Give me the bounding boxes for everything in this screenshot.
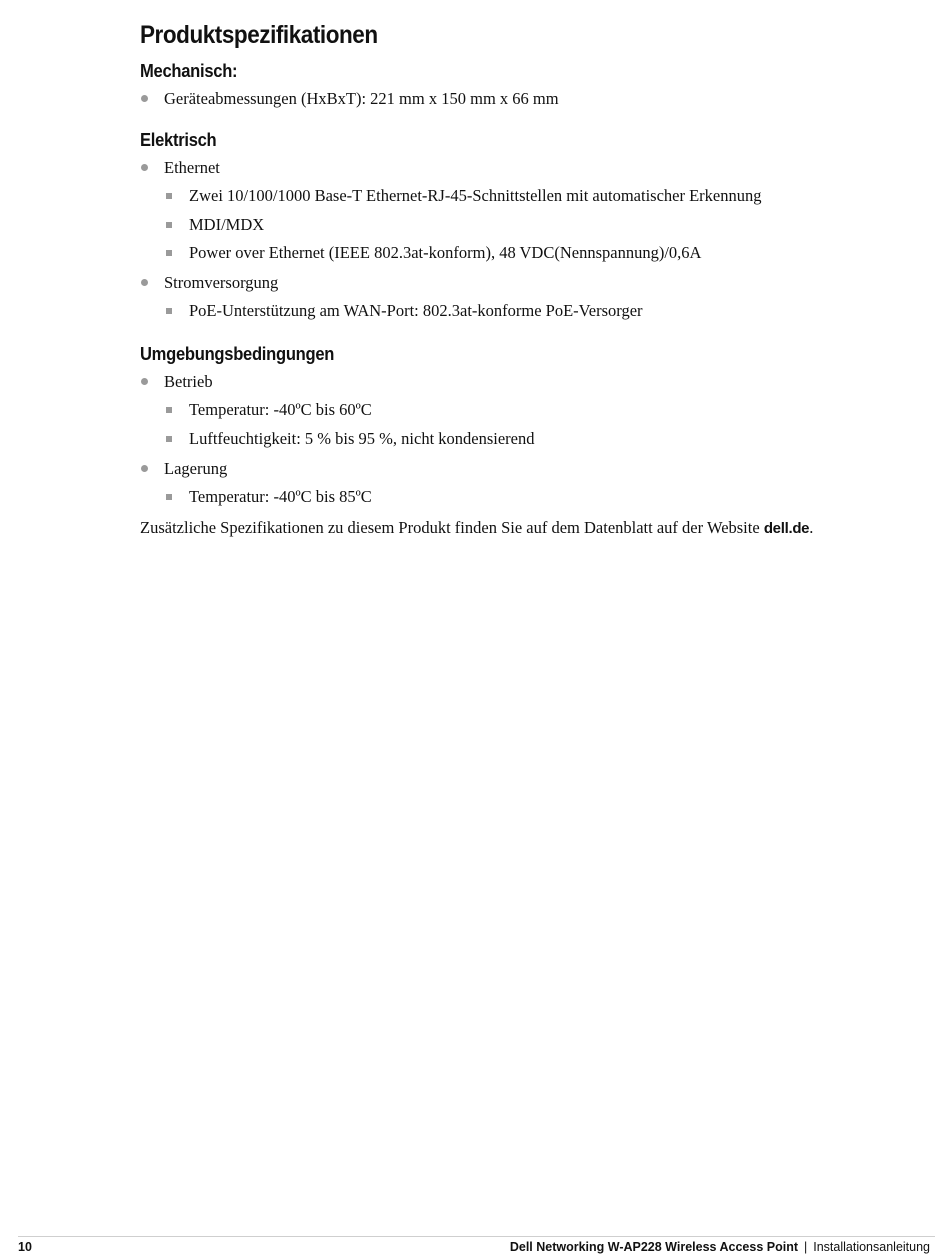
list-item-operation: Betrieb Temperatur: -40ºC bis 60ºC Luftfeuchtigkeit: 5 % bis 95 %, nicht kondensierend [140,367,920,453]
electrical-list [140,153,920,325]
page-number: 10 [18,1240,32,1254]
page-content [140,18,920,542]
bullet-icon [141,378,148,385]
page-title: Produktspezifikationen [140,21,378,49]
sub-list-item: Temperatur: -40ºC bis 60ºC [140,396,920,425]
list-item-ethernet: Ethernet Zwei 10/100/1000 Base-T Ethernet-RJ-45-Schnittstellen mit automatischer Erkennung MDI/MDX Power over Ethernet (IEEE 802.3at-konform), 48 VDC(Nennspannung)/0,6A [140,153,920,268]
sub-list-item: Zwei 10/100/1000 Base-T Ethernet-RJ-45-Schnittstellen mit automatischer Erkennung [140,182,920,211]
sub-list-item: Luftfeuchtigkeit: 5 % bis 95 %, nicht kondensierend [140,425,920,454]
footer-doc-type: Installationsanleitung [813,1240,930,1254]
sub-list-item: Power over Ethernet (IEEE 802.3at-konform), 48 VDC(Nennspannung)/0,6A [140,239,920,268]
list-item: Geräteabmessungen (HxBxT): 221 mm x 150 mm x 66 mm [140,84,920,113]
footer-product: Dell Networking W-AP228 Wireless Access Point [509,1240,798,1254]
square-bullet-icon [166,494,172,500]
sub-list-item: PoE-Unterstützung am WAN-Port: 802.3at-konforme PoE-Versorger [140,297,920,326]
section-heading-environment: Umgebungsbedingungen [140,344,335,365]
footer-title [510,1240,930,1254]
section-heading-electrical: Elektrisch [140,130,217,150]
bullet-icon [141,279,148,286]
footer-separator: | [804,1240,808,1254]
list-item-power: Stromversorgung PoE-Unterstützung am WAN-Port: 802.3at-konforme PoE-Versorger [140,268,920,326]
sub-list-item: MDI/MDX [140,211,920,240]
list-item-storage: Lagerung Temperatur: -40ºC bis 85ºC [140,454,920,512]
square-bullet-icon [166,250,172,256]
square-bullet-icon [166,222,172,228]
square-bullet-icon [166,193,172,199]
bullet-icon [141,465,148,472]
square-bullet-icon [166,436,172,442]
bullet-icon [141,164,148,171]
bullet-icon [141,95,148,102]
square-bullet-icon [166,407,172,413]
website-link[interactable]: dell.de [763,520,810,538]
mechanical-list [140,84,920,113]
environment-list [140,367,920,511]
section-heading-mechanical: Mechanisch: [140,61,238,81]
square-bullet-icon [166,308,172,314]
closing-paragraph: Zusätzliche Spezifikationen zu diesem Produkt finden Sie auf dem Datenblatt auf der Website dell.de. [140,518,814,538]
footer-divider [18,1236,935,1237]
sub-list-item: Temperatur: -40ºC bis 85ºC [140,483,920,512]
footer [18,1240,930,1256]
